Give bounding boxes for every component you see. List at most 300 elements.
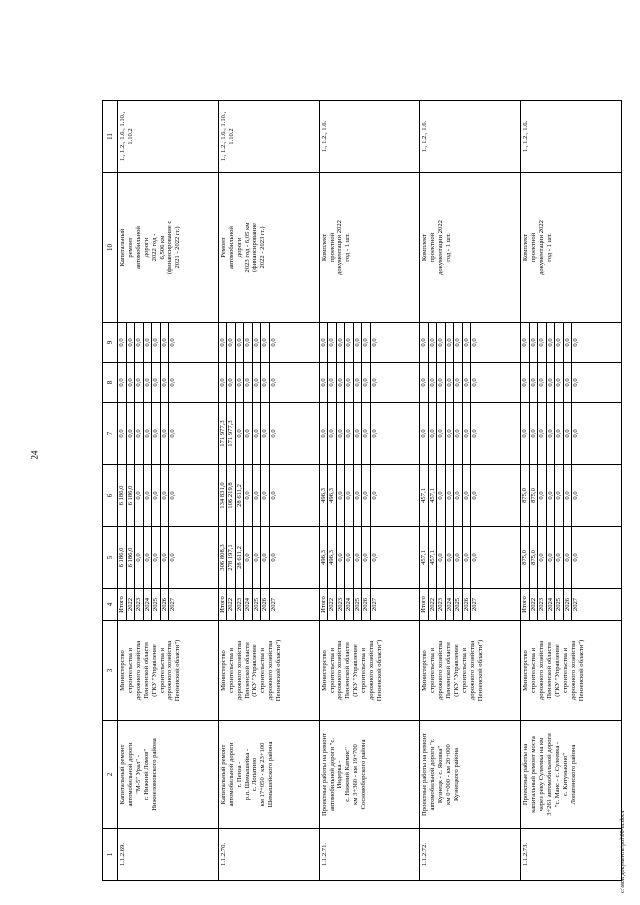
funding-total-value: 0,0 <box>135 527 144 588</box>
funding-total-value: 457,1 <box>420 527 428 588</box>
funding-local <box>118 363 219 403</box>
funding-total-value: 0,0 <box>563 527 572 588</box>
funding-local-value: 0,0 <box>328 363 337 402</box>
funding-total <box>118 527 219 589</box>
funding-regional-value: 6 186,0 <box>118 465 126 526</box>
funding-local-value: 0,0 <box>152 363 161 402</box>
year-cell-value: 2024 <box>244 589 253 620</box>
indicator-links: 1., 1.2., 1.6., 1.10., 1.10.2 <box>118 101 219 173</box>
funding-local-value: 0,0 <box>572 378 580 387</box>
funding-other-value: 0,0 <box>328 323 337 362</box>
funding-other-value: 0,0 <box>143 323 152 362</box>
funding-regional-value: 0,0 <box>572 491 580 500</box>
funding-local-value: 0,0 <box>462 363 471 402</box>
funding-regional-value: 0,0 <box>546 465 555 526</box>
year-cell-value: 2023 <box>437 589 446 620</box>
funding-total <box>218 527 319 589</box>
funding-other <box>218 323 319 363</box>
funding-other-value: 0,0 <box>135 323 144 362</box>
expected-result: Ремонт автомобильной дороги 2023 год - 6,05 км (финансирование 2022 - 2023 гг.) <box>218 173 319 323</box>
funding-regional-value: 0,0 <box>370 491 378 500</box>
funding-local-value: 0,0 <box>336 363 345 402</box>
funding-regional-list <box>420 465 479 526</box>
funding-total <box>521 527 622 589</box>
funding-other-value: 0,0 <box>336 323 345 362</box>
funding-federal-value: 0,0 <box>152 403 161 464</box>
funding-federal-value: 0,0 <box>118 403 126 464</box>
funding-local-value: 0,0 <box>261 363 270 402</box>
funding-local-value: 0,0 <box>521 363 529 402</box>
funding-local <box>521 363 622 403</box>
funding-regional-value: 457,1 <box>420 465 428 526</box>
funding-federal-list <box>420 403 479 464</box>
funding-total-value: 0,0 <box>445 527 454 588</box>
year-cell-value: 2025 <box>353 589 362 620</box>
funding-federal <box>319 403 420 465</box>
funding-regional-value: 0,0 <box>160 465 169 526</box>
year-cell-value: 2024 <box>546 589 555 620</box>
year-cell <box>218 589 319 621</box>
funding-other-value: 0,0 <box>252 323 261 362</box>
funding-regional-list <box>320 465 379 526</box>
funding-federal-list <box>521 403 580 464</box>
column-header: 1 <box>103 829 118 881</box>
funding-other-list <box>219 323 278 362</box>
funding-total-list <box>521 527 580 588</box>
funding-federal-value: 0,0 <box>244 403 253 464</box>
year-cell-value: 2027 <box>471 597 479 612</box>
funding-federal <box>420 403 521 465</box>
funding-federal-value: 0,0 <box>261 403 270 464</box>
item-number: 1.1.2.69. <box>118 829 219 881</box>
funding-other-value: 0,0 <box>428 323 437 362</box>
item-number: 1.1.2.73. <box>521 829 622 881</box>
column-header: 4 <box>103 589 118 621</box>
column-header: 9 <box>103 323 118 363</box>
funding-federal-value: 0,0 <box>235 403 244 464</box>
funding-regional-value: 28 611,2 <box>235 465 244 526</box>
year-cell-value: 2026 <box>563 589 572 620</box>
funding-total-value: 0,0 <box>362 527 371 588</box>
funding-other-value: 0,0 <box>362 323 371 362</box>
responsible-executor: Министерство строительства и дорожного хозяйства Пензенской области (ГКУ "Управление строительства и дорожного хозяйства Пензенской области") <box>218 621 319 721</box>
year-cell-value: Итого <box>320 589 328 620</box>
funding-local-value: 0,0 <box>362 363 371 402</box>
funding-federal-value: 0,0 <box>555 403 564 464</box>
funding-total-value: 875,0 <box>521 527 529 588</box>
funding-regional-value: 0,0 <box>353 465 362 526</box>
funding-total-list <box>118 527 177 588</box>
funding-other-value: 0,0 <box>521 323 529 362</box>
event-name: Проектные работы на ремонт автомобильной дороги "с. Индерка - с. Нижний Катмис" км 3+360 - км 19+700 Сосновоборского района <box>319 721 420 829</box>
item-number: 1.1.2.70. <box>218 829 319 881</box>
funding-regional-value: 0,0 <box>538 465 547 526</box>
funding-total-value: 0,0 <box>555 527 564 588</box>
funding-total-value: 0,0 <box>437 527 446 588</box>
funding-total-value: 28 611,2 <box>235 527 244 588</box>
funding-local <box>420 363 521 403</box>
funding-federal <box>521 403 622 465</box>
funding-local-value: 0,0 <box>126 363 135 402</box>
funding-local-value: 0,0 <box>143 363 152 402</box>
funding-total-value: 457,1 <box>428 527 437 588</box>
funding-local <box>218 363 319 403</box>
year-cell-value: 2022 <box>529 589 538 620</box>
funding-regional-value: 134 831,0 <box>219 465 227 526</box>
funding-regional-value: 0,0 <box>563 465 572 526</box>
year-cell-value: 2025 <box>454 589 463 620</box>
funding-federal-value: 0,0 <box>320 403 328 464</box>
year-cell-value: 2025 <box>555 589 564 620</box>
funding-regional-value: 0,0 <box>336 465 345 526</box>
funding-local-value: 0,0 <box>370 378 378 387</box>
year-cell-value: 2022 <box>328 589 337 620</box>
funding-federal-value: 171 977,3 <box>219 403 227 464</box>
column-header: 10 <box>103 173 118 323</box>
funding-regional <box>218 465 319 527</box>
funding-total-value: 0,0 <box>143 527 152 588</box>
funding-other-value: 0,0 <box>529 323 538 362</box>
funding-total-value: 0,0 <box>345 527 354 588</box>
funding-other-value: 0,0 <box>445 323 454 362</box>
year-cell-value: Итого <box>521 589 529 620</box>
funding-regional-value: 875,0 <box>529 465 538 526</box>
funding-total-value: 0,0 <box>244 527 253 588</box>
year-cell-value: 2026 <box>160 589 169 620</box>
year-cell <box>420 589 521 621</box>
expected-result: Комплект проектной документации 2022 год - 1 шт. <box>420 173 521 323</box>
funding-other-value: 0,0 <box>420 323 428 362</box>
responsible-executor: Министерство строительства и дорожного хозяйства Пензенской области (ГКУ "Управление строительства и дорожного хозяйства Пензенской области") <box>118 621 219 721</box>
funding-regional-value: 0,0 <box>152 465 161 526</box>
funding-other-value: 0,0 <box>454 323 463 362</box>
funding-federal-value: 0,0 <box>546 403 555 464</box>
funding-federal-value: 171 977,3 <box>227 403 236 464</box>
year-cell-value: Итого <box>420 589 428 620</box>
year-cell-value: Итого <box>219 589 227 620</box>
funding-federal-value: 0,0 <box>420 403 428 464</box>
year-cell-value: Итого <box>118 589 126 620</box>
indicator-links: 1., 1.2., 1.6. <box>319 101 420 173</box>
funding-local-value: 0,0 <box>353 363 362 402</box>
funding-regional-value: 457,1 <box>428 465 437 526</box>
responsible-executor: Министерство строительства и дорожного хозяйства Пензенской области (ГКУ "Управление строительства и дорожного хозяйства Пензенской области") <box>521 621 622 721</box>
funding-federal-value: 0,0 <box>370 429 378 438</box>
year-cell-value: 2027 <box>370 597 378 612</box>
funding-total-value: 496,3 <box>320 527 328 588</box>
funding-total-value: 306 808,3 <box>219 527 227 588</box>
funding-regional-value: 0,0 <box>244 465 253 526</box>
funding-federal-value: 0,0 <box>529 403 538 464</box>
funding-total-value: 0,0 <box>572 553 580 562</box>
funding-local-value: 0,0 <box>169 378 176 387</box>
year-cell-value: 2023 <box>538 589 547 620</box>
funding-federal-value: 0,0 <box>269 429 277 438</box>
funding-regional <box>521 465 622 527</box>
event-name: Проектные работы на ремонт автомобильной дороги "г. Кузнецк - с. Яковка" км 0+000 - км 20+000 Кузнецкого района <box>420 721 521 829</box>
funding-other-value: 0,0 <box>572 338 580 347</box>
column-header: 11 <box>103 101 118 173</box>
table-row <box>420 101 521 881</box>
rotated-table-container <box>102 101 622 881</box>
funding-other-value: 0,0 <box>345 323 354 362</box>
funding-regional-value: 0,0 <box>345 465 354 526</box>
year-cell-value: 2025 <box>252 589 261 620</box>
funding-regional-list <box>521 465 580 526</box>
column-header: 6 <box>103 465 118 527</box>
table-row <box>218 101 319 881</box>
funding-regional-value: 0,0 <box>555 465 564 526</box>
year-cell-value: 2022 <box>428 589 437 620</box>
funding-federal-value: 0,0 <box>538 403 547 464</box>
funding-local-value: 0,0 <box>420 363 428 402</box>
funding-federal-value: 0,0 <box>462 403 471 464</box>
funding-total-value: 0,0 <box>261 527 270 588</box>
funding-federal <box>118 403 219 465</box>
funding-other-value: 0,0 <box>471 338 479 347</box>
funding-other <box>118 323 219 363</box>
year-cell-list <box>521 589 580 620</box>
footer-file-path: c:\мои документы\pol\08-m.docx <box>620 810 626 893</box>
year-cell-value: 2026 <box>362 589 371 620</box>
funding-other-value: 0,0 <box>269 338 277 347</box>
funding-regional-value: 0,0 <box>252 465 261 526</box>
funding-local-value: 0,0 <box>160 363 169 402</box>
funding-total-value: 0,0 <box>269 553 277 562</box>
funding-regional-value: 0,0 <box>269 491 277 500</box>
funding-other-value: 0,0 <box>152 323 161 362</box>
funding-total-list <box>320 527 379 588</box>
funding-local-value: 0,0 <box>235 363 244 402</box>
event-name: Проектные работы на капитальный ремонт моста через реку Сулеевка на км 3+261 автомобильной дороги "с. Маис - с. Сулеевка - с. Китунькино" Лопатинского района <box>521 721 622 829</box>
year-cell-value: 2022 <box>126 589 135 620</box>
funding-other-list <box>320 323 379 362</box>
funding-local-value: 0,0 <box>269 378 277 387</box>
year-cell-value: 2024 <box>445 589 454 620</box>
funding-total-value: 0,0 <box>152 527 161 588</box>
funding-local-value: 0,0 <box>454 363 463 402</box>
year-cell-value: 2022 <box>227 589 236 620</box>
event-name: Капитальный ремонт автомобильной дороги г. Пенза - р.п. Шемышейка - с. Лопатино км 17+050 - км 23+100 Шемышейского района <box>218 721 319 829</box>
funding-federal-value: 0,0 <box>437 403 446 464</box>
funding-local-value: 0,0 <box>227 363 236 402</box>
page-number: 24 <box>29 450 40 460</box>
funding-other-value: 0,0 <box>546 323 555 362</box>
funding-regional-value: 496,3 <box>320 465 328 526</box>
funding-federal-value: 0,0 <box>471 429 479 438</box>
funding-total-value: 0,0 <box>160 527 169 588</box>
funding-total-value: 0,0 <box>336 527 345 588</box>
funding-other <box>420 323 521 363</box>
funding-federal-value: 0,0 <box>345 403 354 464</box>
column-header: 3 <box>103 621 118 721</box>
funding-total-value: 875,0 <box>529 527 538 588</box>
funding-other-value: 0,0 <box>169 338 176 347</box>
column-header: 8 <box>103 363 118 403</box>
funding-local <box>319 363 420 403</box>
funding-federal-value: 0,0 <box>454 403 463 464</box>
funding-total <box>420 527 521 589</box>
year-cell-list <box>219 589 278 620</box>
column-header: 5 <box>103 527 118 589</box>
funding-total-value: 278 197,1 <box>227 527 236 588</box>
funding-local-value: 0,0 <box>437 363 446 402</box>
year-cell-list <box>320 589 379 620</box>
funding-federal <box>218 403 319 465</box>
funding-regional-value: 0,0 <box>454 465 463 526</box>
funding-other-value: 0,0 <box>353 323 362 362</box>
year-cell-list <box>118 589 177 620</box>
year-cell <box>118 589 219 621</box>
funding-total <box>319 527 420 589</box>
funding-other-value: 0,0 <box>160 323 169 362</box>
funding-regional-value: 0,0 <box>143 465 152 526</box>
funding-local-value: 0,0 <box>219 363 227 402</box>
funding-other-value: 0,0 <box>555 323 564 362</box>
funding-other-value: 0,0 <box>538 323 547 362</box>
funding-local-value: 0,0 <box>252 363 261 402</box>
year-cell-value: 2024 <box>345 589 354 620</box>
year-cell-value: 2027 <box>169 597 176 612</box>
funding-other-list <box>420 323 479 362</box>
funding-local-value: 0,0 <box>471 378 479 387</box>
funding-total-value: 0,0 <box>454 527 463 588</box>
funding-regional-value: 0,0 <box>445 465 454 526</box>
funding-federal-list <box>320 403 379 464</box>
funding-other-value: 0,0 <box>126 323 135 362</box>
funding-local-list <box>420 363 479 402</box>
year-cell-value: 2024 <box>143 589 152 620</box>
funding-other-value: 0,0 <box>118 323 126 362</box>
funding-regional-value: 0,0 <box>169 491 176 500</box>
funding-local-value: 0,0 <box>555 363 564 402</box>
funding-regional-value: 496,3 <box>328 465 337 526</box>
funding-federal-list <box>118 403 177 464</box>
table-row <box>118 101 219 881</box>
funding-regional-value: 6 186,0 <box>126 465 135 526</box>
year-cell <box>521 589 622 621</box>
table-row <box>521 101 622 881</box>
expected-result: Комплект проектной документации 2022 год - 1 шт. <box>521 173 622 323</box>
funding-federal-list <box>219 403 278 464</box>
funding-regional-value: 0,0 <box>471 491 479 500</box>
funding-local-value: 0,0 <box>546 363 555 402</box>
funding-total-value: 0,0 <box>353 527 362 588</box>
funding-local-value: 0,0 <box>135 363 144 402</box>
funding-regional <box>118 465 219 527</box>
funding-regional-value: 0,0 <box>362 465 371 526</box>
program-table <box>102 100 622 881</box>
funding-other-value: 0,0 <box>370 338 378 347</box>
indicator-links: 1., 1.2., 1.6. <box>420 101 521 173</box>
funding-other-value: 0,0 <box>227 323 236 362</box>
funding-regional-value: 106 219,8 <box>227 465 236 526</box>
item-number: 1.1.2.71. <box>319 829 420 881</box>
funding-local-value: 0,0 <box>428 363 437 402</box>
funding-total-value: 0,0 <box>538 527 547 588</box>
table-row <box>319 101 420 881</box>
funding-total-value: 0,0 <box>252 527 261 588</box>
funding-local-value: 0,0 <box>320 363 328 402</box>
funding-federal-value: 0,0 <box>428 403 437 464</box>
funding-other-value: 0,0 <box>437 323 446 362</box>
funding-local-value: 0,0 <box>563 363 572 402</box>
funding-local-list <box>219 363 278 402</box>
year-cell-list <box>420 589 479 620</box>
funding-local-list <box>521 363 580 402</box>
funding-local-value: 0,0 <box>118 363 126 402</box>
funding-total-value: 496,3 <box>328 527 337 588</box>
funding-total-value: 6 186,0 <box>118 527 126 588</box>
funding-other-value: 0,0 <box>261 323 270 362</box>
funding-other-value: 0,0 <box>320 323 328 362</box>
funding-total-value: 0,0 <box>546 527 555 588</box>
funding-local-value: 0,0 <box>345 363 354 402</box>
expected-result: Комплект проектной документации 2022 год - 1 шт. <box>319 173 420 323</box>
funding-local-value: 0,0 <box>244 363 253 402</box>
expected-result: Капитальный ремонт автомобильной дороги 2022 год - 6,506 км (финансирование с 2021 - 2022 гг.) <box>118 173 219 323</box>
funding-federal-value: 0,0 <box>336 403 345 464</box>
year-cell-value: 2023 <box>235 589 244 620</box>
item-number: 1.1.2.72. <box>420 829 521 881</box>
funding-federal-value: 0,0 <box>143 403 152 464</box>
year-cell-value: 2023 <box>135 589 144 620</box>
funding-regional-value: 0,0 <box>261 465 270 526</box>
indicator-links: 1., 1.2., 1.6. <box>521 101 622 173</box>
funding-total-value: 0,0 <box>370 553 378 562</box>
funding-regional-list <box>118 465 177 526</box>
year-cell-value: 2025 <box>152 589 161 620</box>
funding-local-value: 0,0 <box>538 363 547 402</box>
funding-federal-value: 0,0 <box>563 403 572 464</box>
funding-other-list <box>118 323 177 362</box>
year-cell <box>319 589 420 621</box>
funding-local-value: 0,0 <box>445 363 454 402</box>
funding-regional <box>319 465 420 527</box>
responsible-executor: Министерство строительства и дорожного хозяйства Пензенской области (ГКУ "Управление строительства и дорожного хозяйства Пензенской области") <box>319 621 420 721</box>
funding-regional-value: 0,0 <box>135 465 144 526</box>
column-header: 2 <box>103 721 118 829</box>
funding-federal-value: 0,0 <box>252 403 261 464</box>
funding-total-value: 6 186,0 <box>126 527 135 588</box>
event-name: Капитальный ремонт автомобильной дороги "М-5" Урал" - г. Нижний Ломов" Нижнеломовского района <box>118 721 219 829</box>
funding-total-list <box>219 527 278 588</box>
funding-local-value: 0,0 <box>529 363 538 402</box>
funding-other-list <box>521 323 580 362</box>
year-cell-value: 2027 <box>572 597 580 612</box>
funding-total-value: 0,0 <box>462 527 471 588</box>
funding-federal-value: 0,0 <box>572 429 580 438</box>
column-header: 7 <box>103 403 118 465</box>
funding-other-value: 0,0 <box>462 323 471 362</box>
funding-total-list <box>420 527 479 588</box>
year-cell-value: 2027 <box>269 597 277 612</box>
funding-local-list <box>118 363 177 402</box>
funding-federal-value: 0,0 <box>126 403 135 464</box>
funding-other-value: 0,0 <box>244 323 253 362</box>
funding-regional-list <box>219 465 278 526</box>
indicator-links: 1., 1.2., 1.6., 1.10., 1.10.2 <box>218 101 319 173</box>
funding-other <box>319 323 420 363</box>
funding-regional-value: 0,0 <box>437 465 446 526</box>
year-cell-value: 2026 <box>462 589 471 620</box>
funding-federal-value: 0,0 <box>169 429 176 438</box>
funding-regional <box>420 465 521 527</box>
funding-federal-value: 0,0 <box>160 403 169 464</box>
funding-federal-value: 0,0 <box>362 403 371 464</box>
funding-other-value: 0,0 <box>235 323 244 362</box>
funding-other-value: 0,0 <box>563 323 572 362</box>
